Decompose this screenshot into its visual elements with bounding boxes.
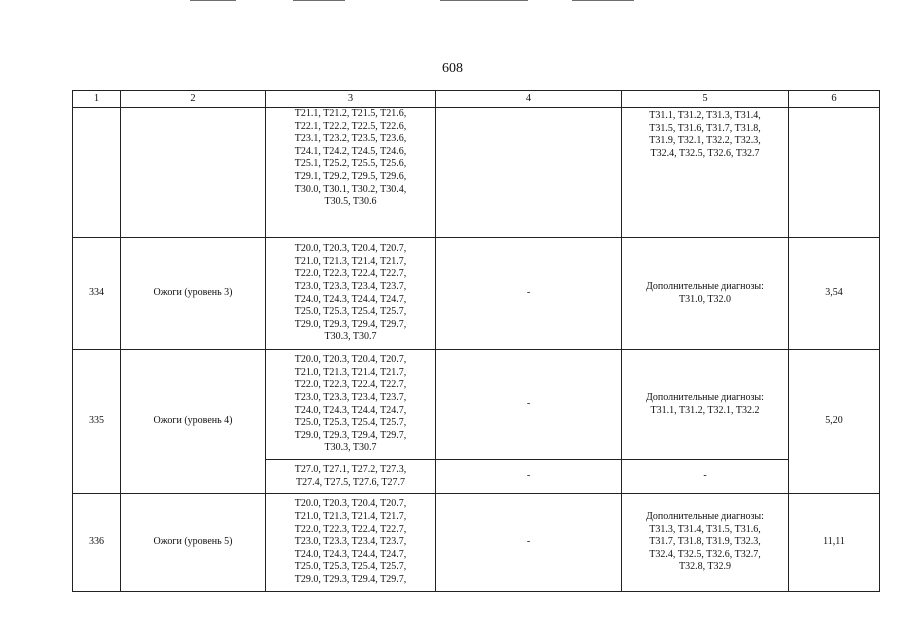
additional-line: T32.4, T32.5, T32.6, T32.7,	[649, 548, 761, 560]
code-line: T22.0, T22.3, T22.4, T22.7,	[294, 523, 407, 535]
code-line: T32.4, T32.5, T32.6, T32.7	[650, 147, 760, 159]
coefficient-cell: 11,11	[789, 494, 880, 592]
code-line: T22.0, T22.3, T22.4, T22.7,	[294, 379, 407, 391]
scan-line	[572, 0, 634, 1]
additional-line: T31.0, T32.0	[678, 293, 732, 305]
services-cell: -	[436, 494, 622, 592]
code-line: T20.0, T20.3, T20.4, T20.7,	[294, 354, 407, 366]
header-cell: 6	[789, 91, 880, 108]
code-line: T31.1, T31.2, T31.3, T31.4,	[649, 110, 761, 121]
code-line: T21.0, T21.3, T21.4, T21.7,	[294, 366, 407, 378]
name-cell: Ожоги (уровень 3)	[121, 238, 266, 350]
code-line: T24.0, T24.3, T24.4, T24.7,	[294, 293, 407, 305]
code-line: T25.0, T25.3, T25.4, T25.7,	[294, 306, 407, 318]
header-row	[73, 91, 880, 108]
code-line: T30.5, T30.6	[324, 196, 377, 208]
additional-diagnoses-cell	[622, 350, 789, 460]
code-line: T25.0, T25.3, T25.4, T25.7,	[294, 561, 407, 573]
services-cell: -	[436, 460, 622, 494]
code-line: T20.0, T20.3, T20.4, T20.7,	[294, 498, 407, 510]
additional-line: Дополнительные диагнозы:	[646, 511, 764, 523]
header-cell: 2	[121, 91, 266, 108]
services-cell: -	[436, 350, 622, 460]
code-line: T23.0, T23.3, T23.4, T23.7,	[294, 280, 407, 292]
code-line: T22.0, T22.3, T22.4, T22.7,	[294, 268, 407, 280]
code-line: T24.0, T24.3, T24.4, T24.7,	[294, 548, 407, 560]
code-line: T25.0, T25.3, T25.4, T25.7,	[294, 417, 407, 429]
diagnosis-codes-cell	[266, 238, 436, 350]
header-cell: 3	[266, 91, 436, 108]
table-row	[73, 350, 880, 460]
diagnosis-codes-cell	[266, 460, 436, 494]
additional-line: Дополнительные диагнозы:	[646, 391, 764, 403]
code-line: T29.0, T29.3, T29.4, T29.7,	[294, 429, 407, 441]
services-cell: -	[436, 238, 622, 350]
additional-line: T31.3, T31.4, T31.5, T31.6,	[649, 523, 761, 535]
code-line: T31.5, T31.6, T31.7, T31.8,	[649, 122, 761, 134]
coefficient-cell: 5,20	[789, 350, 880, 494]
code-line: T23.0, T23.3, T23.4, T23.7,	[294, 391, 407, 403]
code-line: T29.1, T29.2, T29.5, T29.6,	[294, 170, 407, 182]
code-line: T29.0, T29.3, T29.4, T29.7,	[294, 573, 407, 585]
diagnosis-codes-cell	[266, 494, 436, 592]
code-line: T22.1, T22.2, T22.5, T22.6,	[294, 120, 407, 132]
code-line: T25.1, T25.2, T25.5, T25.6,	[294, 158, 407, 170]
code-line: T24.0, T24.3, T24.4, T24.7,	[294, 404, 407, 416]
coefficient-cell	[789, 108, 880, 238]
code-line: T27.0, T27.1, T27.2, T27.3,	[294, 463, 407, 475]
code-line: T23.0, T23.3, T23.4, T23.7,	[294, 536, 407, 548]
code-line: T29.0, T29.3, T29.4, T29.7,	[294, 318, 407, 330]
additional-line: T31.1, T31.2, T32.1, T32.2	[650, 404, 760, 416]
code-line: T20.0, T20.3, T20.4, T20.7,	[294, 243, 407, 255]
header-cell: 4	[436, 91, 622, 108]
header-cell: 5	[622, 91, 789, 108]
row-number-cell: 334	[73, 238, 121, 350]
table-row	[73, 494, 880, 592]
code-line: T21.1, T21.2, T21.5, T21.6,	[294, 108, 407, 119]
services-cell	[436, 108, 622, 238]
additional-diagnoses-cell	[622, 494, 789, 592]
diagnosis-codes-cell	[266, 350, 436, 460]
row-number-cell	[73, 108, 121, 238]
code-line: T30.3, T30.7	[324, 442, 377, 454]
code-line: T30.3, T30.7	[324, 331, 377, 343]
row-number-cell: 335	[73, 350, 121, 494]
additional-line: T31.7, T31.8, T31.9, T32.3,	[649, 536, 761, 548]
coefficient-cell: 3,54	[789, 238, 880, 350]
additional-line: Дополнительные диагнозы:	[646, 280, 764, 292]
page-number: 608	[442, 61, 463, 76]
code-line: T31.9, T32.1, T32.2, T32.3,	[649, 135, 761, 147]
additional-diagnoses-cell	[622, 238, 789, 350]
name-cell: Ожоги (уровень 5)	[121, 494, 266, 592]
code-line: T24.1, T24.2, T24.5, T24.6,	[294, 145, 407, 157]
additional-line: T32.8, T32.9	[678, 561, 732, 573]
name-cell: Ожоги (уровень 4)	[121, 350, 266, 494]
code-line: T21.0, T21.3, T21.4, T21.7,	[294, 255, 407, 267]
row-number-cell: 336	[73, 494, 121, 592]
additional-diagnoses-cell	[622, 108, 789, 238]
diagnosis-codes-cell	[266, 108, 436, 238]
code-line: T27.4, T27.5, T27.6, T27.7	[296, 476, 405, 488]
name-cell	[121, 108, 266, 238]
additional-diagnoses-cell: -	[622, 460, 789, 494]
table-row	[73, 238, 880, 350]
table-row	[73, 108, 880, 238]
scan-line	[440, 0, 528, 1]
code-line: T30.0, T30.1, T30.2, T30.4,	[294, 183, 407, 195]
header-cell: 1	[73, 91, 121, 108]
scan-line	[293, 0, 345, 1]
tariff-table	[72, 90, 880, 592]
code-line: T23.1, T23.2, T23.5, T23.6,	[294, 133, 407, 145]
code-line: T21.0, T21.3, T21.4, T21.7,	[294, 511, 407, 523]
scan-line	[190, 0, 236, 1]
